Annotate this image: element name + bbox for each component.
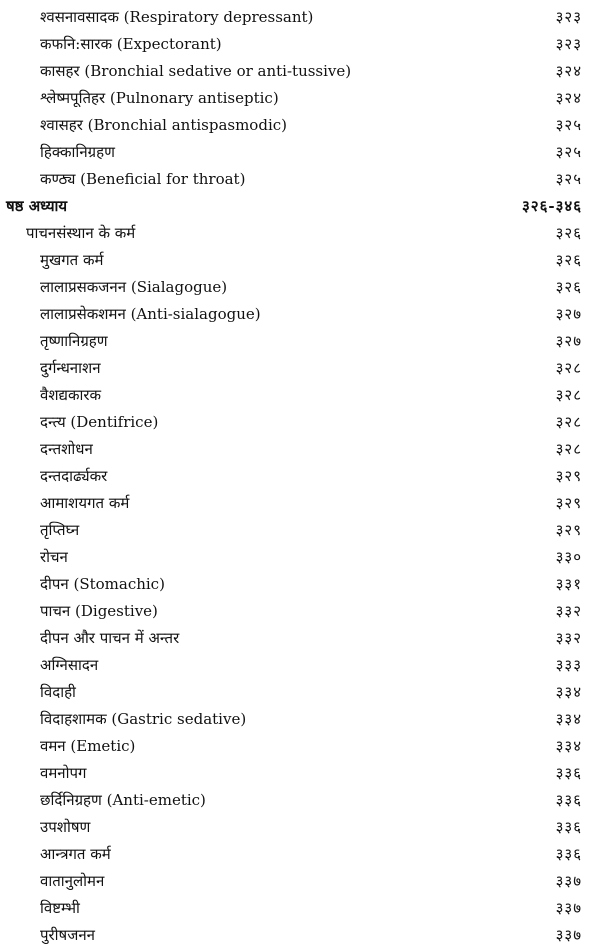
toc-entry-row bbox=[0, 463, 600, 490]
entry-page-number: ३३४ bbox=[555, 683, 582, 701]
toc-entry-row bbox=[0, 355, 600, 382]
entry-page-number: ३२८ bbox=[555, 359, 582, 377]
entry-page-number: ३२६ bbox=[555, 224, 582, 242]
entry-title: वमनोपग bbox=[40, 764, 87, 782]
entry-page-number: ३२५ bbox=[555, 170, 582, 188]
entry-page-number: ३२७ bbox=[555, 332, 582, 350]
entry-title: विदाहशामक (Gastric sedative) bbox=[40, 710, 247, 728]
entry-page-number: ३३४ bbox=[555, 710, 582, 728]
toc-entry-row bbox=[0, 85, 600, 112]
entry-page-number: ३२४ bbox=[555, 89, 582, 107]
entry-page-number: ३२६ bbox=[555, 251, 582, 269]
entry-page-number: ३२३ bbox=[555, 35, 582, 53]
entry-title: वातानुलोमन bbox=[40, 872, 105, 890]
entry-title: विदाही bbox=[40, 683, 76, 701]
entry-title: लालाप्रसेकशमन (Anti-sialagogue) bbox=[40, 305, 261, 323]
entry-page-number: ३२९ bbox=[555, 494, 582, 512]
entry-title: श्वसनावसादक (Respiratory depressant) bbox=[40, 8, 314, 26]
entry-title: विष्टम्भी bbox=[40, 899, 80, 917]
toc-entry-row bbox=[0, 895, 600, 922]
entry-page-number: ३२८ bbox=[555, 413, 582, 431]
entry-page-number: ३३७ bbox=[555, 926, 582, 944]
entry-title: हिक्कानिग्रहण bbox=[40, 143, 115, 161]
toc-entry-row bbox=[0, 436, 600, 463]
toc-entry-row bbox=[0, 382, 600, 409]
entry-title: श्लेष्मपूतिहर (Pulnonary antiseptic) bbox=[40, 89, 279, 107]
entry-title: आमाशयगत कर्म bbox=[40, 494, 130, 512]
entry-title: षष्ठ अध्याय bbox=[6, 197, 68, 215]
entry-title: कण्ठ्य (Beneficial for throat) bbox=[40, 170, 246, 188]
entry-title: दीपन और पाचन में अन्तर bbox=[40, 629, 180, 647]
toc-entry-row bbox=[0, 328, 600, 355]
entry-page-number: ३२३ bbox=[555, 8, 582, 26]
toc-entry-row bbox=[0, 814, 600, 841]
toc-entry-row bbox=[0, 733, 600, 760]
entry-page-number: ३३६ bbox=[555, 818, 582, 836]
entry-page-number: ३३१ bbox=[555, 575, 582, 593]
toc-entry-row bbox=[0, 652, 600, 679]
entry-page-number: ३२४ bbox=[555, 62, 582, 80]
entry-title: दन्त्य (Dentifrice) bbox=[40, 413, 159, 431]
entry-page-number: ३३६ bbox=[555, 845, 582, 863]
entry-page-number: ३३० bbox=[555, 548, 582, 566]
toc-entry-row bbox=[0, 31, 600, 58]
entry-page-number: ३३२ bbox=[555, 602, 582, 620]
toc-entry-row bbox=[0, 571, 600, 598]
entry-title: पाचनसंस्थान के कर्म bbox=[26, 224, 136, 242]
entry-page-number: ३२८ bbox=[555, 440, 582, 458]
toc-entry-row bbox=[0, 139, 600, 166]
entry-page-number: ३३७ bbox=[555, 899, 582, 917]
entry-title: उपशोषण bbox=[40, 818, 91, 836]
entry-title: आन्त्रगत कर्म bbox=[40, 845, 111, 863]
toc-entry-row bbox=[0, 301, 600, 328]
table-of-contents bbox=[0, 4, 600, 949]
chapter-heading-row bbox=[0, 193, 600, 220]
toc-entry-row bbox=[0, 112, 600, 139]
entry-title: दुर्गन्धनाशन bbox=[40, 359, 101, 377]
toc-entry-row bbox=[0, 166, 600, 193]
entry-page-number: ३२९ bbox=[555, 521, 582, 539]
entry-title: छर्दिनिग्रहण (Anti-emetic) bbox=[40, 791, 206, 809]
toc-entry-row bbox=[0, 517, 600, 544]
toc-entry-row bbox=[0, 490, 600, 517]
entry-title: तृप्तिघ्न bbox=[40, 521, 80, 539]
entry-page-number: ३३२ bbox=[555, 629, 582, 647]
entry-page-number: ३२७ bbox=[555, 305, 582, 323]
entry-title: तृष्णानिग्रहण bbox=[40, 332, 108, 350]
toc-entry-row bbox=[0, 787, 600, 814]
toc-entry-row bbox=[0, 625, 600, 652]
entry-page-number: ३२५ bbox=[555, 116, 582, 134]
entry-page-number: ३३६ bbox=[555, 791, 582, 809]
entry-page-number: ३२६-३४६ bbox=[521, 197, 582, 215]
toc-entry-row bbox=[0, 247, 600, 274]
entry-title: मुखगत कर्म bbox=[40, 251, 104, 269]
entry-title: पुरीषजनन bbox=[40, 926, 95, 944]
entry-title: दन्तशोधन bbox=[40, 440, 93, 458]
entry-page-number: ३२८ bbox=[555, 386, 582, 404]
toc-entry-row bbox=[0, 409, 600, 436]
toc-entry-row bbox=[0, 841, 600, 868]
toc-entry-row bbox=[0, 274, 600, 301]
entry-page-number: ३२६ bbox=[555, 278, 582, 296]
entry-title: कासहर (Bronchial sedative or anti-tussive) bbox=[40, 62, 352, 80]
entry-page-number: ३२९ bbox=[555, 467, 582, 485]
entry-title: वैशद्यकारक bbox=[40, 386, 102, 404]
entry-title: वमन (Emetic) bbox=[40, 737, 136, 755]
entry-title: कफनि:सारक (Expectorant) bbox=[40, 35, 222, 53]
entry-title: लालाप्रसकजनन (Sialagogue) bbox=[40, 278, 228, 296]
toc-entry-row bbox=[0, 868, 600, 895]
toc-entry-row bbox=[0, 58, 600, 85]
entry-title: अग्निसादन bbox=[40, 656, 99, 674]
toc-entry-row bbox=[0, 760, 600, 787]
entry-title: रोचन bbox=[40, 548, 68, 566]
entry-page-number: ३३७ bbox=[555, 872, 582, 890]
entry-title: पाचन (Digestive) bbox=[40, 602, 158, 620]
entry-page-number: ३२५ bbox=[555, 143, 582, 161]
toc-entry-row bbox=[0, 544, 600, 571]
toc-entry-row bbox=[0, 598, 600, 625]
toc-entry-row bbox=[0, 706, 600, 733]
entry-page-number: ३३४ bbox=[555, 737, 582, 755]
toc-entry-row bbox=[0, 922, 600, 949]
entry-title: दीपन (Stomachic) bbox=[40, 575, 165, 593]
entry-page-number: ३३३ bbox=[555, 656, 582, 674]
entry-title: दन्तदार्ढ्यकर bbox=[40, 467, 108, 485]
entry-page-number: ३३६ bbox=[555, 764, 582, 782]
toc-entry-row bbox=[0, 4, 600, 31]
section-heading-row bbox=[0, 220, 600, 247]
entry-title: श्वासहर (Bronchial antispasmodic) bbox=[40, 116, 287, 134]
toc-entry-row bbox=[0, 679, 600, 706]
